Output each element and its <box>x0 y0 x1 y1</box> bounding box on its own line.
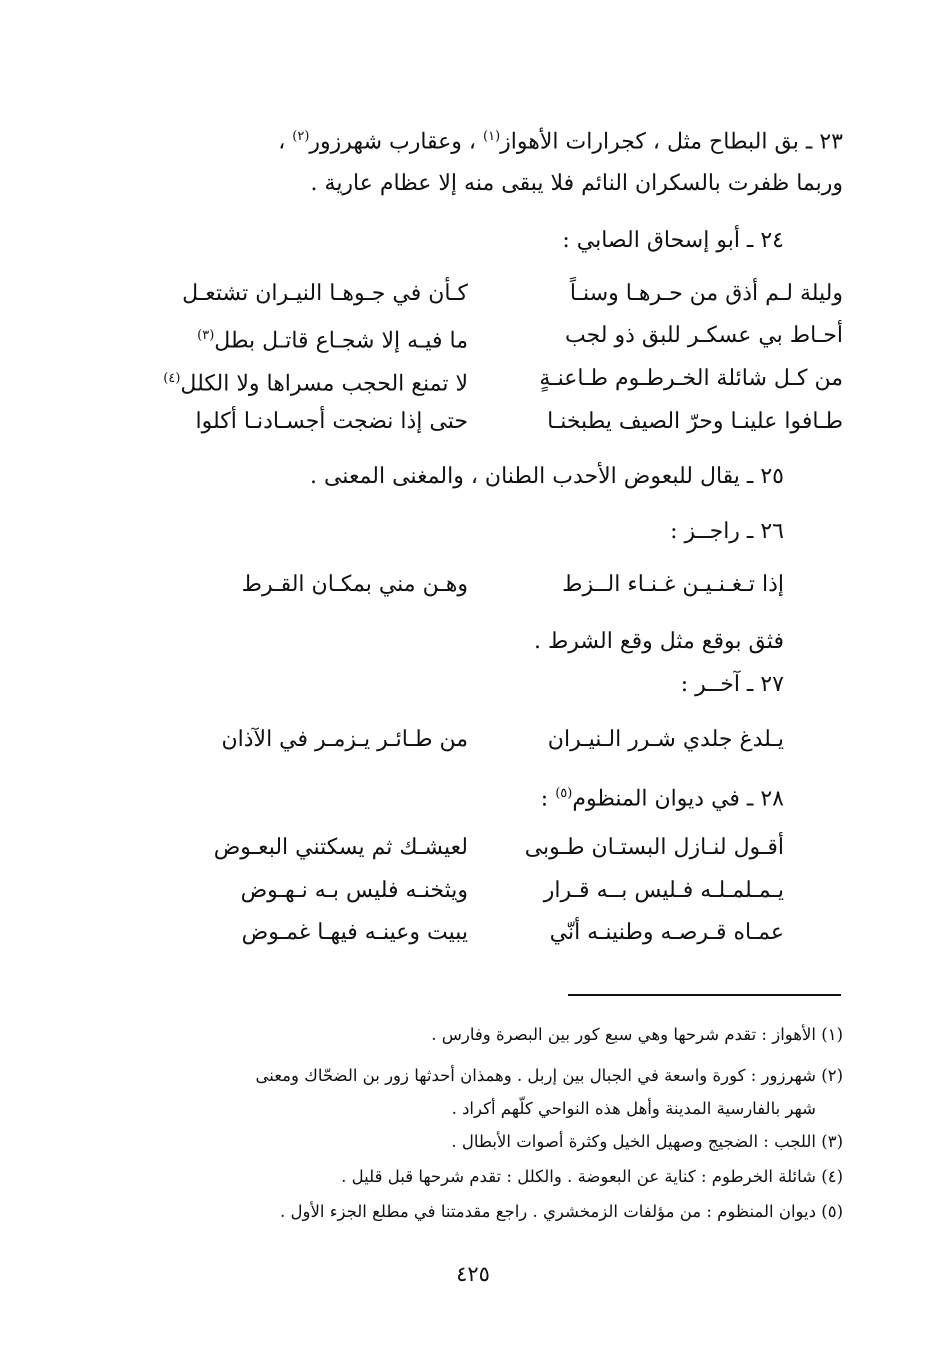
verse-24-1-left: كـأن في جـوهـا النيـران تشتعـل <box>182 281 468 306</box>
heading-26: ٢٦ ـ راجــز : <box>670 519 784 544</box>
verse-27-1-right: يـلدغ جلدي شـرر الـنيـران <box>547 727 784 752</box>
paragraph-25: ٢٥ ـ يقال للبعوض الأحدب الطنان ، والمغنى المعنى . <box>309 464 784 489</box>
verse-28-1-left: لعيشـك ثم يسكتني البعـوض <box>213 835 468 860</box>
heading-27: ٢٧ ـ آخــر : <box>680 672 784 697</box>
footnote-1: (١) الأهواز : تقدم شرحها وهي سبع كور بين البصرة وفارس . <box>431 1025 843 1044</box>
footnote-5: (٥) ديوان المنظوم : من مؤلفات الزمخشري . راجع مقدمتنا في مطلع الجزء الأول . <box>280 1202 843 1221</box>
heading-28: ٢٨ ـ في ديوان المنظوم$^{(٥)}$ : <box>540 786 784 812</box>
verse-24-3-left: لا تمنع الحجب مسراها ولا الكلل$^{(٤)}$ <box>163 371 468 397</box>
verse-26-1-left: وهـن مني بمكـان القـرط <box>241 572 468 597</box>
paragraph-26-continuation: فثق بوقع مثل وقع الشرط . <box>533 629 784 654</box>
verse-28-3-right: عمـاه قـرصـه وطنينـه أنّي <box>549 920 784 945</box>
paragraph-23-line-1: ٢٣ ـ بق البطاح مثل ، كجرارات الأهواز$^{(١)}$ ، وعقارب شهرزور$^{(٢)}$ ، <box>278 129 843 155</box>
verse-24-4-right: طـافوا علينـا وحرّ الصيف يطبخنـا <box>547 409 843 434</box>
verse-28-1-right: أقـول لنـازل البستـان طـوبى <box>524 835 784 860</box>
verse-28-3-left: يبيت وعينـه فيهـا غمـوض <box>241 920 468 945</box>
verse-24-4-left: حتى إذا نضجت أجسـادنـا أكلوا <box>195 409 468 434</box>
verse-24-1-right: وليلة لـم أذق من حـرهـا وسنـاً <box>569 281 843 306</box>
verse-26-1-right: إذا تـغـنـيـن غـنـاء الــزط <box>562 572 784 597</box>
footnote-separator <box>568 994 841 996</box>
verse-24-3-right: من كـل شائلة الخـرطـوم طـاعنـةٍ <box>539 366 843 391</box>
verse-24-2-right: أحـاط بي عسكـر للبق ذو لجب <box>564 323 843 348</box>
verse-28-2-right: يـمـلمـلـه فـليس بــه قـرار <box>543 878 784 903</box>
verse-27-1-left: من طـائـر يـزمـر في الآذان <box>221 727 468 752</box>
heading-24: ٢٤ ـ أبو إسحاق الصابي : <box>562 228 784 253</box>
footnote-2: (٢) شهرزور : كورة واسعة في الجبال بين إربل . وهمذان أحدثها زور بن الضحّاك ومعنى <box>255 1066 843 1085</box>
footnote-2-continuation: شهر بالفارسية المدينة وأهل هذه النواحي كلّهم أكراد . <box>451 1099 816 1118</box>
footnote-3: (٣) اللجب : الضجيج وصهيل الخيل وكثرة أصوات الأبطال . <box>451 1132 843 1151</box>
verse-28-2-left: ويثخنـه فليس بـه نـهـوض <box>240 878 468 903</box>
paragraph-23-line-2: وربما ظفرت بالسكران النائم فلا يبقى منه إلا عظام عارية . <box>310 171 843 196</box>
page-number: ٤٢٥ <box>456 1262 490 1286</box>
footnote-4: (٤) شائلة الخرطوم : كناية عن البعوضة . والكلل : تقدم شرحها قبل قليل . <box>341 1167 843 1186</box>
verse-24-2-left: ما فيـه إلا شجـاع قاتـل بطل$^{(٣)}$ <box>197 328 468 354</box>
